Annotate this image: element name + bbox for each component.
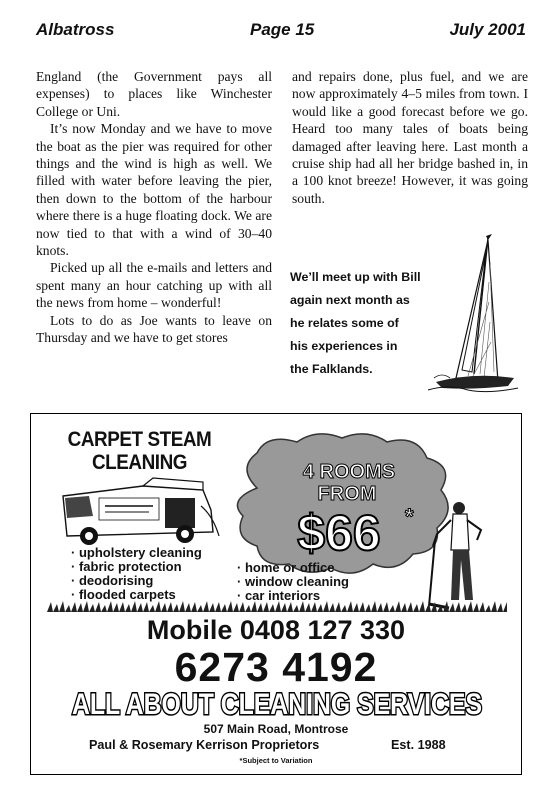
proprietors: Paul & Rosemary Kerrison Proprietors (89, 738, 320, 752)
ad-title: CARPET STEAM CLEANING (67, 428, 212, 474)
service-item: · flooded carpets (71, 588, 202, 602)
mobile-number: Mobile 0408 127 330 (146, 615, 406, 645)
note-line: his experiences in (290, 339, 398, 353)
service-item: · window cleaning (237, 575, 349, 589)
offer-price: $66 (297, 505, 381, 561)
note-line: he relates some of (290, 316, 399, 330)
service-item: · car interiors (237, 589, 349, 603)
note-line: the Falklands. (290, 362, 373, 376)
issue-date: July 2001 (449, 20, 526, 39)
publication-title: Albatross (36, 20, 115, 39)
company-name-text: ALL ABOUT CLEANING SERVICES (72, 688, 482, 721)
van-illustration (53, 476, 221, 548)
services-list-right (237, 561, 349, 603)
service-item: · deodorising (71, 574, 202, 588)
cleaning-advertisement (30, 413, 522, 775)
sailboat-illustration (428, 232, 518, 394)
article-column-left (36, 68, 272, 347)
article-paragraph: and repairs done, plus fuel, and we are now approximately 4–5 miles from town. I would like a good forecast before we go. Heard too many tales of boats being damaged after leaving here. Last month a cruise ship had all her bridge bashed in, in a 100 knot breeze! However, it was going south. (292, 69, 528, 206)
note-line: We’ll meet up with Bill (290, 270, 421, 284)
page-header (36, 20, 526, 44)
page-number: Page 15 (250, 20, 315, 39)
note-line: again next month as (290, 293, 410, 307)
service-item: · fabric protection (71, 560, 202, 574)
services-list-left (71, 546, 202, 602)
phone-number: 6273 4192 (174, 644, 378, 690)
service-item: · home or office (237, 561, 349, 575)
cleaner-illustration (429, 500, 499, 610)
article-paragraph: Picked up all the e-mails and letters and spent many an hour catching up with all the news from home – wonderful! (36, 260, 272, 311)
established-year: Est. 1988 (391, 738, 446, 752)
grass-divider (47, 600, 507, 612)
service-item: · upholstery cleaning (71, 546, 202, 560)
article-column-right (292, 68, 528, 207)
article-paragraph: Lots to do as Joe wants to leave on Thursday and we have to get stores (36, 312, 272, 346)
offer-cloud (227, 428, 457, 578)
company-name (67, 686, 487, 720)
article-paragraph: It’s now Monday and we have to move the boat as the pier was required for other things and the wind is high as well. We filled with water before leaving the pier, then down to the bottom of the harbour where there is a huge floating dock. We are now tied to that with a wind of 30–40 knots. (36, 121, 272, 259)
editor-note (290, 266, 440, 381)
business-address: 507 Main Road, Montrose (203, 722, 349, 736)
article-paragraph: England (the Government pays all expenses) to places like Winchester College or Uni. (36, 69, 272, 119)
offer-line-1: 4 ROOMS (302, 461, 396, 483)
price-disclaimer: *Subject to Variation (239, 756, 313, 765)
offer-line-2: FROM (317, 483, 377, 505)
price-asterisk: * (405, 504, 414, 529)
